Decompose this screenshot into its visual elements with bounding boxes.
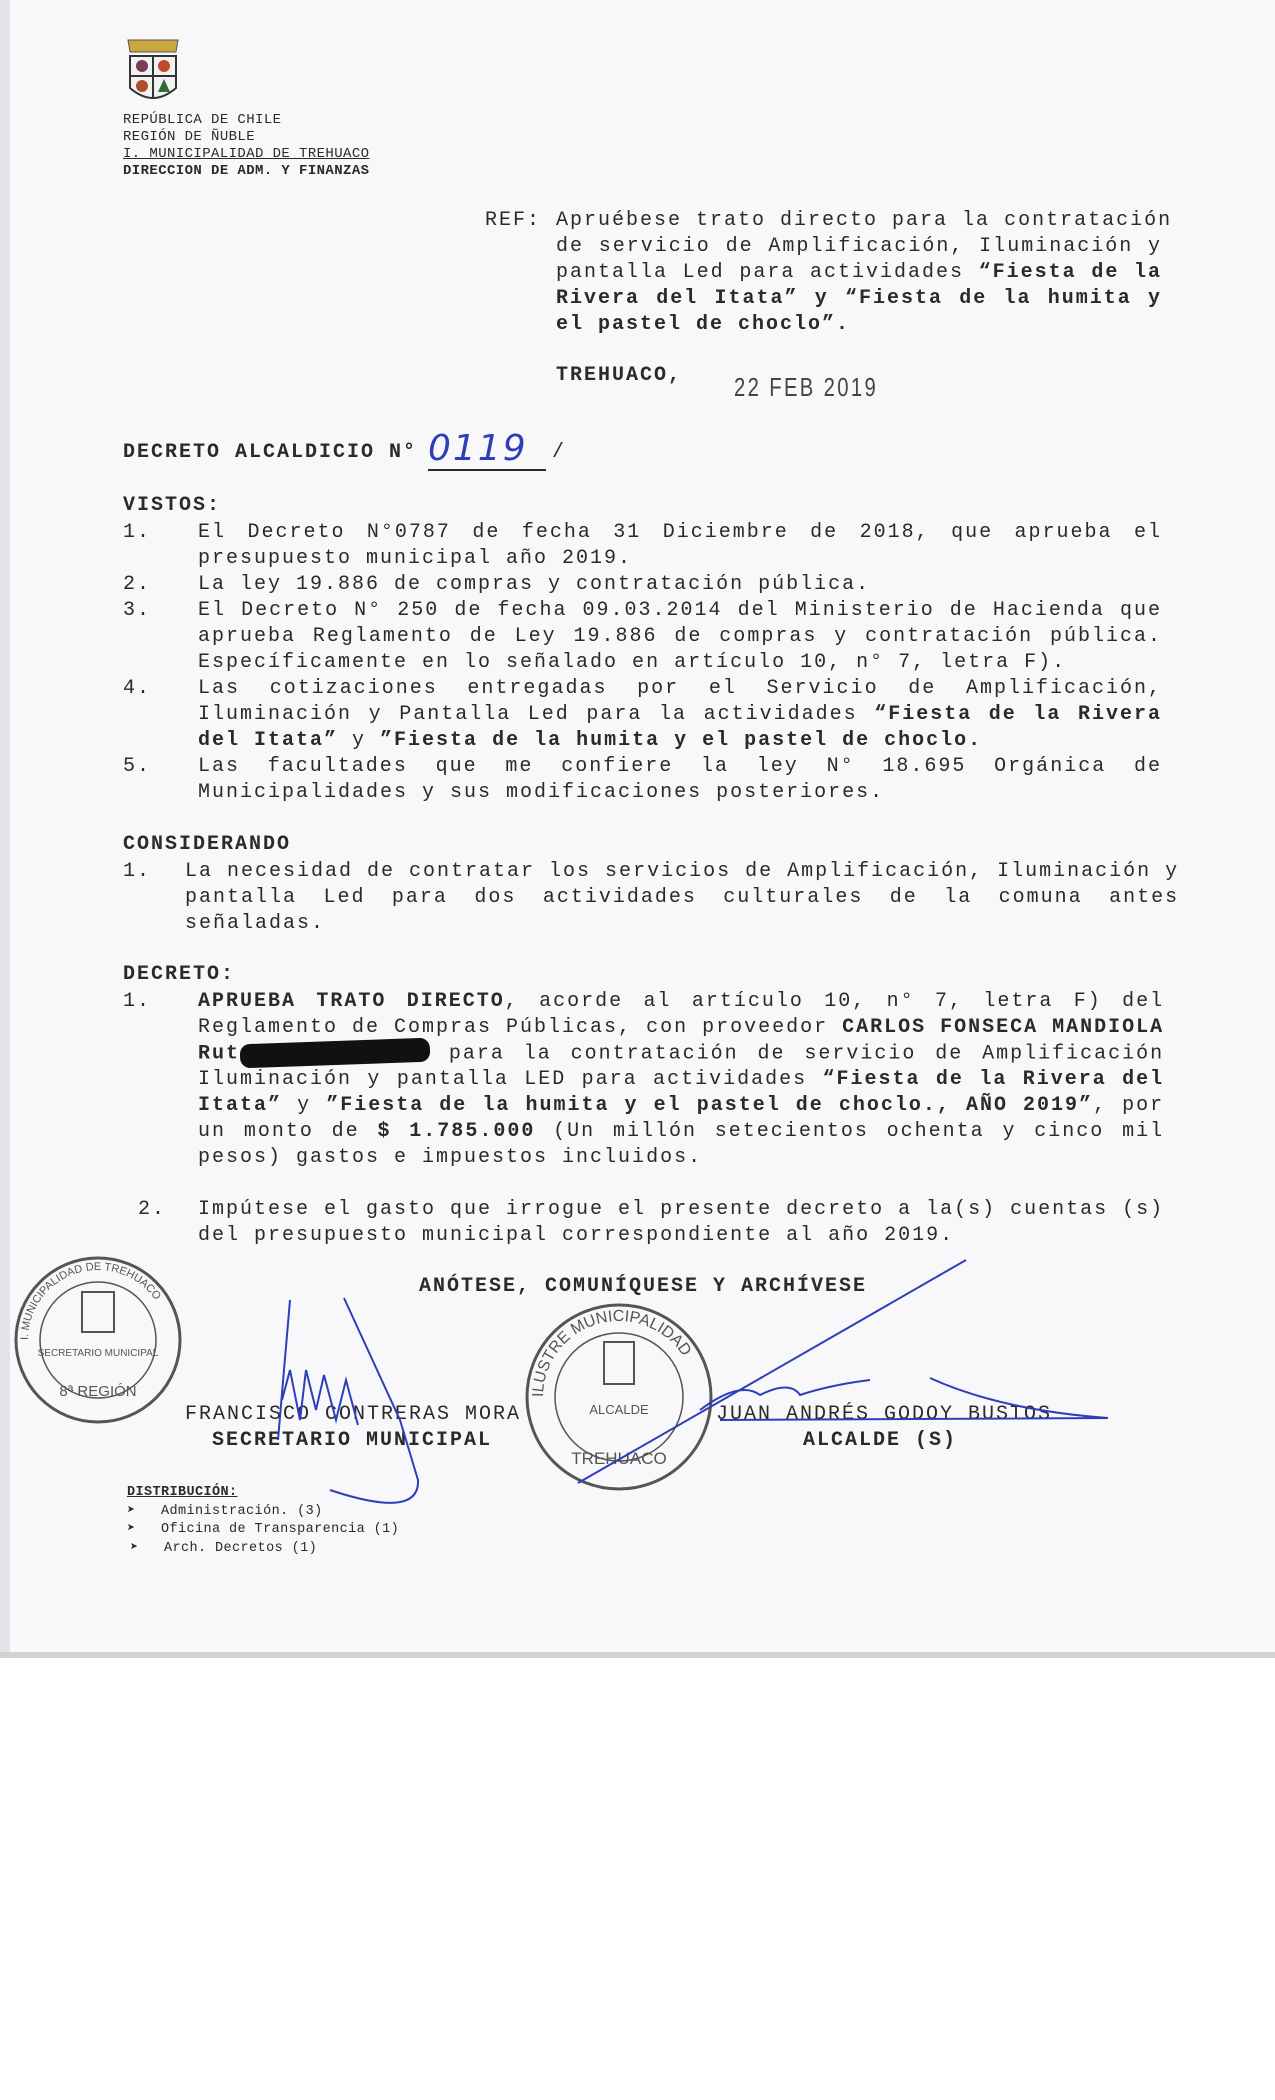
item-text bbox=[198, 676, 1162, 754]
bold-text: Rivera del Itata” y “Fiesta de la humita y bbox=[556, 287, 1162, 310]
letterhead bbox=[123, 112, 369, 180]
secretary-title: SECRETARIO MUNICIPAL bbox=[212, 1429, 493, 1452]
text: , acorde al artículo 10, n° 7, letra F) del bbox=[504, 990, 1165, 1013]
text-line bbox=[198, 1015, 1164, 1041]
bold-text: CARLOS FONSECA MANDIOLA bbox=[842, 1016, 1165, 1039]
bold-text: $ 1.785.000 bbox=[377, 1120, 536, 1144]
distribution-item bbox=[127, 1521, 399, 1540]
item-number: 4. bbox=[123, 677, 152, 700]
list-item bbox=[123, 598, 1162, 676]
text-line bbox=[556, 286, 1162, 312]
text-line bbox=[185, 885, 1179, 911]
bold-text: APRUEBA TRATO DIRECTO bbox=[198, 990, 505, 1013]
distribution bbox=[127, 1484, 399, 1558]
bold-text: el pastel de choclo”. bbox=[556, 313, 851, 336]
text-line bbox=[556, 208, 1173, 234]
item-text bbox=[198, 754, 1162, 806]
list-item bbox=[138, 1197, 1165, 1249]
redacted-rut bbox=[240, 1038, 431, 1069]
text-line bbox=[198, 546, 1162, 572]
text: La necesidad de contratar los servicios de Amplificación, Iluminación y bbox=[185, 860, 1180, 883]
text: El Decreto N°0787 de fecha 31 Diciembre de 2018, que aprueba el bbox=[198, 521, 1162, 544]
list-item bbox=[123, 572, 1162, 598]
decreto-heading: DECRETO: bbox=[123, 963, 236, 986]
text-line bbox=[198, 1067, 1164, 1093]
bold-text: ”Fiesta de la humita y el pastel de choclo., AÑO 2019” bbox=[326, 1094, 1094, 1118]
letterhead-region: REGIÓN DE ÑUBLE bbox=[123, 129, 256, 145]
arrow-bullet-icon: ➤ bbox=[130, 1540, 139, 1556]
text: pesos) gastos e impuestos incluidos. bbox=[198, 1146, 703, 1170]
text: aprueba Reglamento de Ley 19.886 de compras y contratación pública. bbox=[198, 625, 1162, 648]
decree-number-handwritten: 0119 bbox=[428, 428, 546, 471]
text-line bbox=[198, 676, 1162, 702]
text-line bbox=[556, 260, 1162, 286]
item-text bbox=[198, 572, 1162, 598]
mayor-stamp-bottom-text: TREHUACO bbox=[571, 1449, 667, 1468]
coat-of-arms-logo bbox=[122, 36, 184, 108]
text-line bbox=[198, 572, 1162, 598]
text: pantalla Led para actividades bbox=[556, 261, 979, 284]
arrow-bullet-icon: ➤ bbox=[127, 1503, 136, 1519]
mayor-name: JUAN ANDRÉS GODOY BUSTOS bbox=[716, 1403, 1053, 1426]
bold-text: ”Fiesta de la humita y el pastel de choclo. bbox=[380, 729, 983, 752]
item-number: 1. bbox=[123, 521, 152, 544]
list-item bbox=[123, 989, 1165, 1171]
text: Iluminación y pantalla LED para actividades bbox=[198, 1068, 823, 1092]
item-number: 2. bbox=[123, 573, 152, 596]
text: Las cotizaciones entregadas por el Servicio de Amplificación, bbox=[198, 677, 1162, 700]
text: y bbox=[338, 729, 381, 752]
text-line bbox=[198, 1041, 1164, 1067]
text-line bbox=[556, 312, 1162, 338]
text-line bbox=[198, 1223, 1164, 1249]
closing-formula: ANÓTESE, COMUNÍQUESE Y ARCHÍVESE bbox=[419, 1275, 868, 1298]
bold-text: Itata” bbox=[198, 1094, 283, 1118]
item-text bbox=[198, 1197, 1164, 1249]
text-line bbox=[198, 598, 1162, 624]
distribution-item-label: Arch. Decretos (1) bbox=[164, 1540, 318, 1556]
list-item bbox=[123, 754, 1162, 806]
mayor-stamp bbox=[524, 1302, 714, 1492]
text-line bbox=[185, 859, 1179, 885]
text-line bbox=[198, 624, 1162, 650]
item-text bbox=[198, 989, 1164, 1171]
arrow-bullet-icon: ➤ bbox=[127, 1522, 136, 1537]
text-line bbox=[198, 1145, 1164, 1171]
text: y bbox=[282, 1094, 327, 1118]
text: para la contratación de servicio de Amplificación bbox=[430, 1042, 1165, 1066]
bold-text: del Itata” bbox=[198, 729, 339, 752]
text: Reglamento de Compras Públicas, con proveedor bbox=[198, 1016, 843, 1039]
text: Las facultades que me confiere la ley N° 18.695 Orgánica de bbox=[198, 755, 1162, 778]
text-line bbox=[198, 702, 1162, 728]
text-line bbox=[198, 1119, 1164, 1145]
bold-text: “Fiesta de la bbox=[978, 261, 1162, 284]
text-line bbox=[198, 1093, 1164, 1119]
bold-text: Rut bbox=[198, 1042, 241, 1066]
item-text bbox=[198, 520, 1162, 572]
list-item bbox=[123, 520, 1162, 572]
vistos-list bbox=[123, 520, 1162, 806]
list-item bbox=[123, 859, 1180, 937]
letterhead-municipality: I. MUNICIPALIDAD DE TREHUACO bbox=[123, 146, 370, 162]
list-item bbox=[123, 676, 1162, 754]
considerando-list bbox=[123, 859, 1180, 937]
secretary-stamp-bottom-text: 8ª REGIÓN bbox=[59, 1383, 137, 1400]
letterhead-department: DIRECCION DE ADM. Y FINANZAS bbox=[123, 163, 370, 179]
secretary-name: FRANCISCO CONTRERAS MORA bbox=[185, 1403, 522, 1426]
decree-title-slash: / bbox=[552, 441, 567, 464]
considerando-heading: CONSIDERANDO bbox=[123, 833, 292, 856]
item-number: 5. bbox=[123, 755, 152, 778]
mayor-stamp-center-text: ALCALDE bbox=[589, 1402, 649, 1417]
date-stamp: 22 FEB 2019 bbox=[734, 372, 879, 402]
decree-title: DECRETO ALCALDICIO N° bbox=[123, 441, 418, 464]
text: pantalla Led para dos actividades culturales de la comuna antes bbox=[185, 886, 1180, 909]
text: El Decreto N° 250 de fecha 09.03.2014 del Ministerio de Hacienda que bbox=[198, 599, 1162, 622]
item-number: 1. bbox=[123, 990, 152, 1013]
text-line bbox=[556, 234, 1162, 260]
text-line bbox=[198, 650, 1162, 676]
text: , por bbox=[1093, 1094, 1165, 1118]
distribution-item-label: Oficina de Transparencia (1) bbox=[161, 1522, 400, 1537]
place: TREHUACO, bbox=[556, 364, 683, 387]
mayor-stamp-ring-text: ILUSTRE MUNICIPALIDAD bbox=[529, 1307, 695, 1398]
text: presupuesto municipal año 2019. bbox=[198, 547, 633, 570]
distribution-heading: DISTRIBUCIÓN: bbox=[127, 1485, 238, 1500]
item-number: 3. bbox=[123, 599, 152, 622]
text: un monto de bbox=[198, 1120, 378, 1144]
text-line bbox=[198, 754, 1162, 780]
decreto-list-2 bbox=[138, 1197, 1165, 1249]
ref-text bbox=[556, 208, 1173, 338]
text-line bbox=[198, 728, 1162, 754]
text-line bbox=[198, 989, 1164, 1015]
text-line bbox=[185, 911, 1179, 937]
text-line bbox=[198, 780, 1162, 806]
item-text bbox=[198, 598, 1162, 676]
distribution-item bbox=[127, 1540, 399, 1559]
vistos-heading: VISTOS: bbox=[123, 494, 222, 517]
distribution-item-label: Administración. (3) bbox=[161, 1503, 323, 1519]
item-number: 1. bbox=[123, 860, 152, 883]
text: La ley 19.886 de compras y contratación pública. bbox=[198, 573, 871, 596]
text: Apruébese trato directo para la contratación bbox=[556, 209, 1173, 232]
text-line bbox=[198, 520, 1162, 546]
text: Impútese el gasto que irrogue el presente decreto a la(s) cuentas (s) bbox=[198, 1198, 1165, 1221]
text: de servicio de Amplificación, Iluminación y bbox=[556, 235, 1162, 258]
decreto-list bbox=[123, 989, 1165, 1171]
item-number: 2. bbox=[138, 1198, 167, 1221]
text: señaladas. bbox=[185, 912, 326, 935]
text: Iluminación y Pantalla Led para la actividades bbox=[198, 703, 875, 726]
item-text bbox=[185, 859, 1179, 937]
secretary-stamp bbox=[14, 1256, 182, 1424]
distribution-item bbox=[127, 1503, 399, 1522]
ref-label: REF: bbox=[485, 209, 542, 232]
bold-text: “Fiesta de la Rivera bbox=[874, 703, 1162, 726]
text: Específicamente en lo señalado en artículo 10, n° 7, letra F). bbox=[198, 651, 1067, 674]
mayor-title: ALCALDE (S) bbox=[803, 1429, 958, 1452]
text-line bbox=[198, 1197, 1164, 1223]
text: (Un millón setecientos ochenta y cinco mil bbox=[535, 1120, 1165, 1144]
text: del presupuesto municipal correspondiente al año 2019. bbox=[198, 1224, 955, 1247]
bold-text: “Fiesta de la Rivera del bbox=[822, 1068, 1165, 1092]
letterhead-country: REPÚBLICA DE CHILE bbox=[123, 112, 282, 128]
text: Municipalidades y sus modificaciones posteriores. bbox=[198, 781, 885, 804]
secretary-stamp-ring-text: I. MUNICIPALIDAD DE TREHUACO bbox=[18, 1260, 164, 1341]
secretary-stamp-center-text: SECRETARIO MUNICIPAL bbox=[37, 1348, 159, 1359]
